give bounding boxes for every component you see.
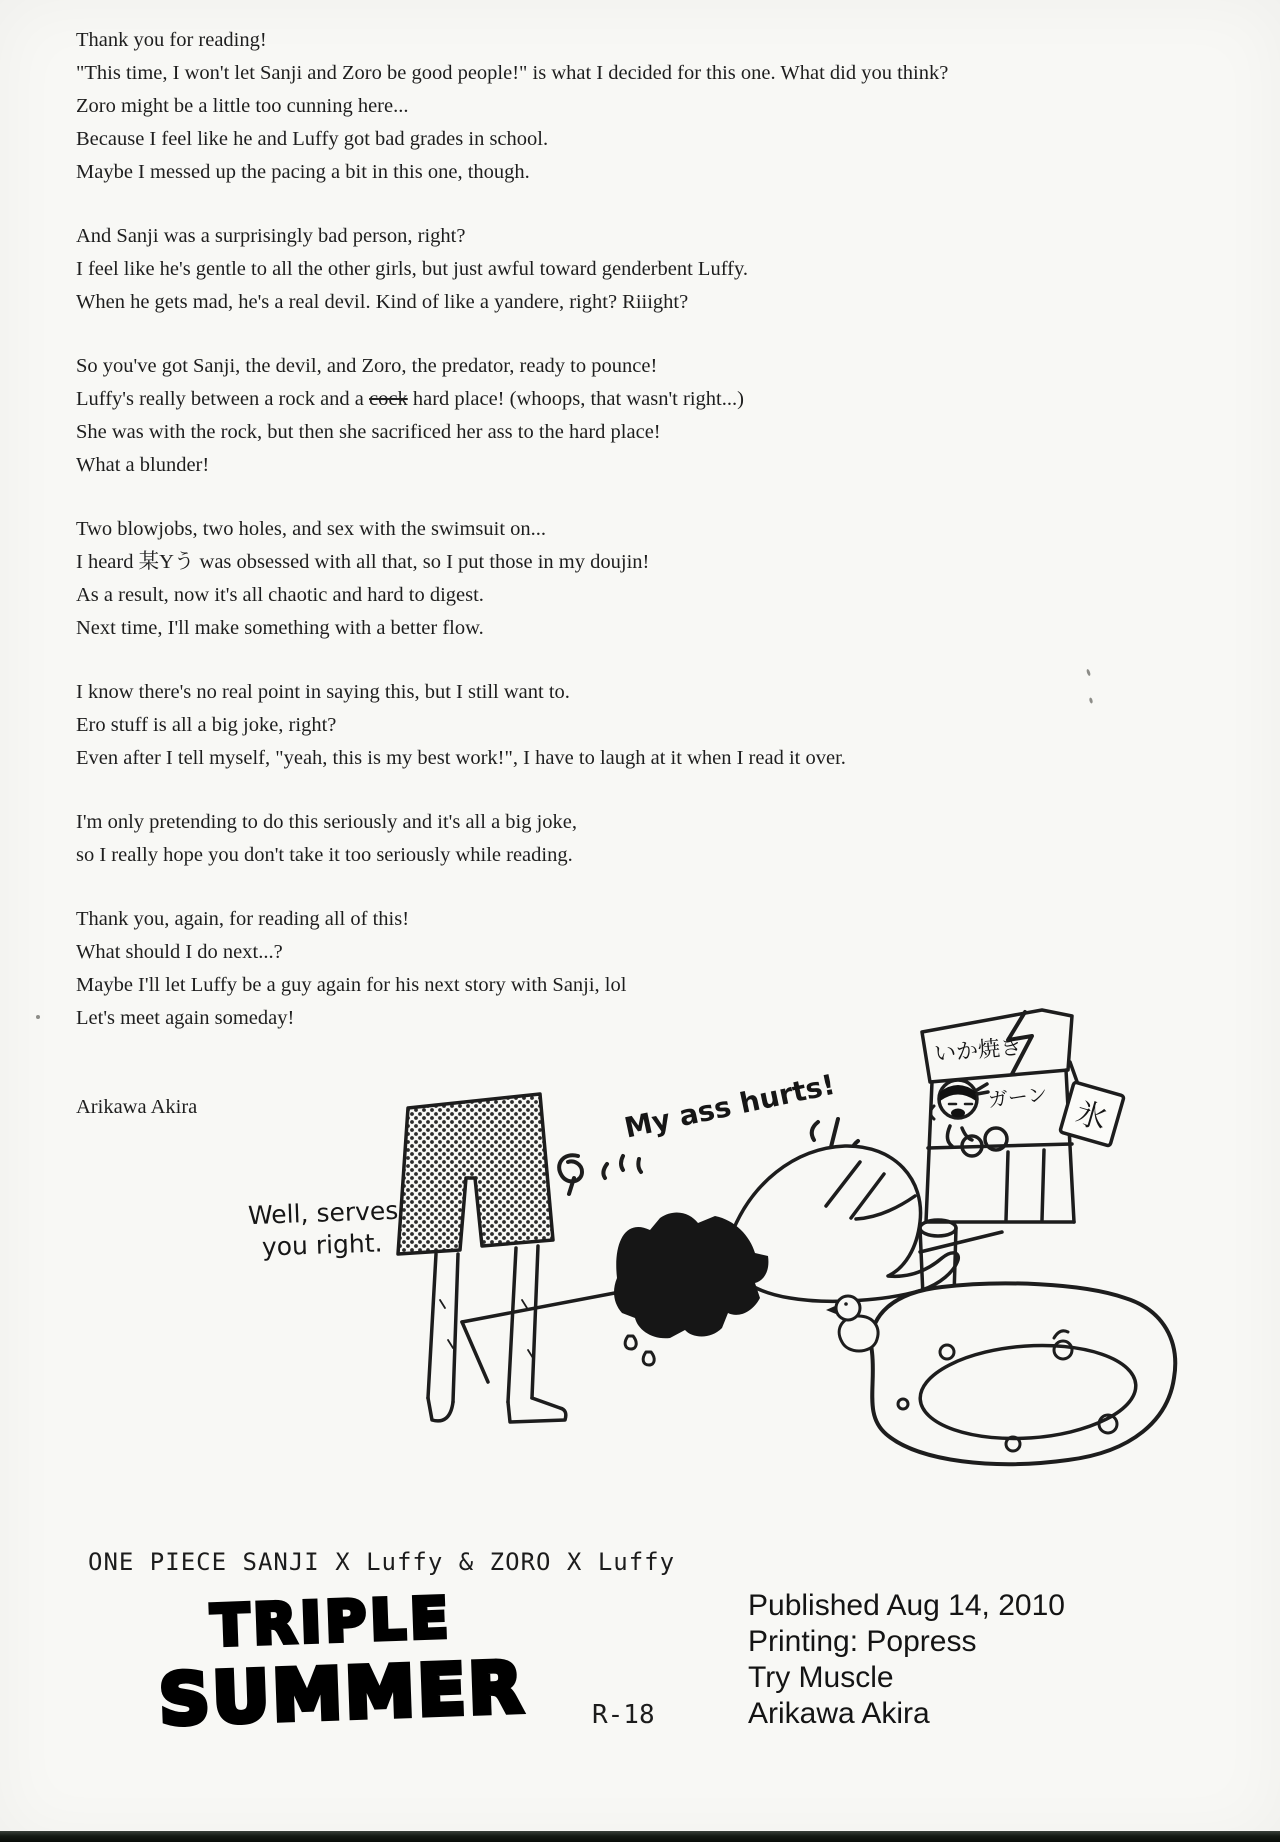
publication-info xyxy=(748,1588,1065,1732)
paragraph-3 xyxy=(76,350,1146,482)
standing-legs-figure xyxy=(398,1094,566,1422)
series-pairing-line: ONE PIECE SANJI X Luffy & ZORO X Luffy xyxy=(88,1548,676,1576)
text-line-with-strike xyxy=(76,383,1146,416)
afterword-text xyxy=(76,24,1146,1066)
text-line: I'm only pretending to do this seriously and it's all a big joke, xyxy=(76,811,578,833)
stall-sign-text: いか焼き xyxy=(933,1034,1024,1068)
text-line: So you've got Sanji, the devil, and Zoro, the predator, ready to pounce! xyxy=(76,355,658,377)
text-line: Zoro might be a little too cunning here... xyxy=(76,95,409,117)
paragraph-2 xyxy=(76,220,1146,319)
paragraph-5 xyxy=(76,676,1146,775)
text-line: Next time, I'll make something with a better flow. xyxy=(76,617,484,639)
doujin-title-line2: SUMMER xyxy=(157,1646,527,1742)
caption-well-serves-line1: Well, serves xyxy=(247,1195,399,1231)
publication-line: Published Aug 14, 2010 xyxy=(748,1589,1065,1622)
text-line: Maybe I messed up the pacing a bit in this one, though. xyxy=(76,161,530,183)
text-line: And Sanji was a surprisingly bad person, right? xyxy=(76,225,466,247)
text-line: I feel like he's gentle to all the other girls, but just awful toward genderbent Luffy. xyxy=(76,258,749,280)
paragraph-6 xyxy=(76,806,1146,872)
text-line: What a blunder! xyxy=(76,454,210,476)
text-line: Thank you, again, for reading all of this! xyxy=(76,908,410,930)
text-line: She was with the rock, but then she sacrificed her ass to the hard place! xyxy=(76,421,661,443)
text-line: As a result, now it's all chaotic and hard to digest. xyxy=(76,584,484,606)
paragraph-1 xyxy=(76,24,1146,189)
text-line: so I really hope you don't take it too seriously while reading. xyxy=(76,844,573,866)
sweat-drops xyxy=(625,1336,654,1365)
strike-post-text: hard place! (whoops, that wasn't right...) xyxy=(407,388,744,410)
author-signature: Arikawa Akira xyxy=(76,1096,198,1118)
paragraph-4 xyxy=(76,513,1146,645)
text-line: Let's meet again someday! xyxy=(76,1007,295,1029)
caption-my-ass-hurts: My ass hurts! xyxy=(621,1067,838,1145)
text-line: I know there's no real point in saying this, but I still want to. xyxy=(76,681,570,703)
doujin-title xyxy=(156,1585,527,1742)
text-line: Two blowjobs, two holes, and sex with the swimsuit on... xyxy=(76,518,547,540)
text-line: What should I do next...? xyxy=(76,941,283,963)
rubber-duck xyxy=(826,1296,878,1351)
inflatable-pool xyxy=(871,1283,1175,1464)
text-line: Ero stuff is all a big joke, right? xyxy=(76,714,337,736)
text-line: Even after I tell myself, "yeah, this is my best work!", I have to laugh at it when I read it over. xyxy=(76,747,846,769)
publication-line: Arikawa Akira xyxy=(748,1697,930,1730)
publication-line: Try Muscle xyxy=(748,1661,894,1694)
publication-line: Printing: Popress xyxy=(748,1625,977,1658)
rating-badge: R-18 xyxy=(592,1700,655,1730)
strike-word: cock xyxy=(369,388,408,410)
dust-speck xyxy=(36,1015,40,1019)
shock-text: ガーン xyxy=(986,1081,1049,1113)
afterword-illustration xyxy=(170,1000,1180,1500)
text-line: I heard 某Yう was obsessed with all that, so I put those in my doujin! xyxy=(76,551,650,573)
ice-sign-text: 氷 xyxy=(1072,1095,1111,1138)
text-line: "This time, I won't let Sanji and Zoro be good people!" is what I decided for this one. What did you think? xyxy=(76,62,949,84)
doujin-title-line1: TRIPLE xyxy=(209,1585,454,1660)
text-line: Maybe I'll let Luffy be a guy again for his next story with Sanji, lol xyxy=(76,974,627,996)
caption-well-serves-line2: you right. xyxy=(261,1228,383,1262)
text-line: Because I feel like he and Luffy got bad grades in school. xyxy=(76,128,549,150)
strike-pre-text: Luffy's really between a rock and a xyxy=(76,388,370,410)
bottom-scan-edge xyxy=(0,1831,1280,1842)
text-line: Thank you for reading! xyxy=(76,29,267,51)
text-line: When he gets mad, he's a real devil. Kind of like a yandere, right? Riiight? xyxy=(76,291,689,313)
